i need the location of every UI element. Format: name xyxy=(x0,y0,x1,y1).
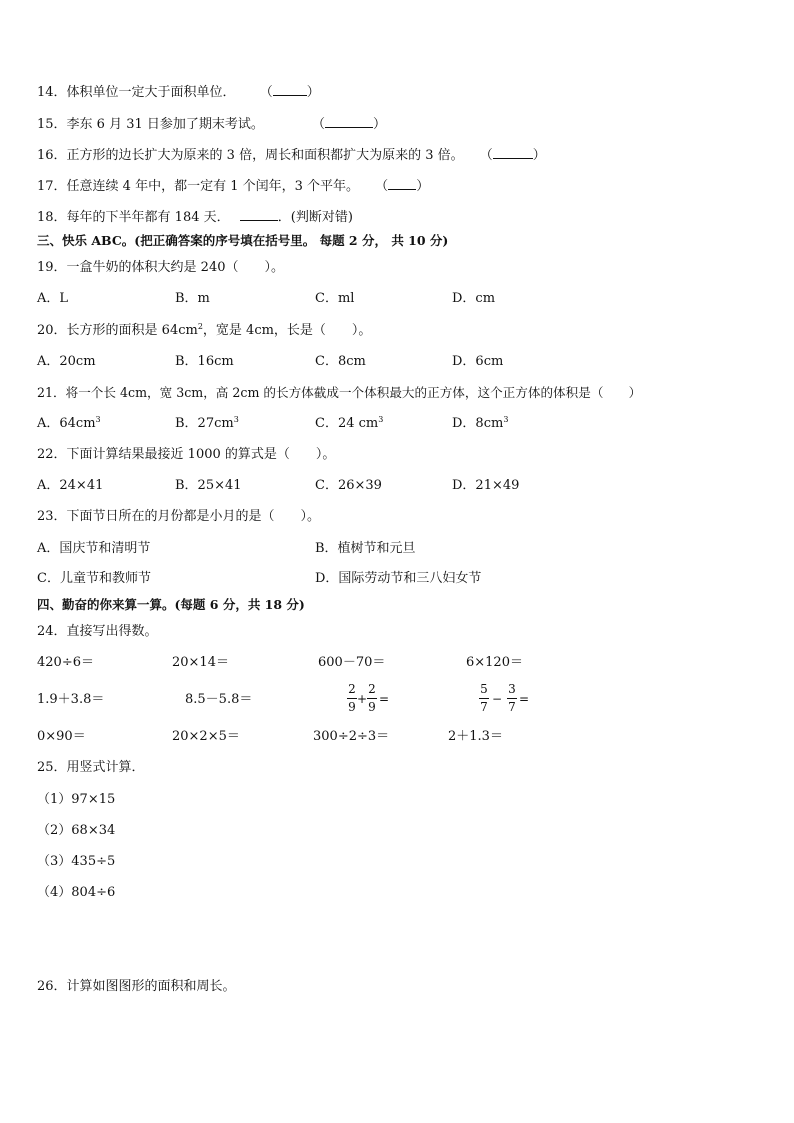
superscript: 2 xyxy=(197,322,203,331)
answer-bracket-close: ） xyxy=(416,179,430,194)
numerator: 5 xyxy=(480,682,488,696)
question-20-stem-post: ，宽是 4cm，长是（ ）。 xyxy=(202,323,372,338)
answer-bracket-close: ） xyxy=(373,117,387,132)
mental-calc-item: 1.9＋3.8＝ xyxy=(37,692,105,707)
question-25-stem: 25．用竖式计算． xyxy=(37,760,145,775)
question-19-stem: 19．一盒牛奶的体积大约是 240（ ）。 xyxy=(37,260,284,275)
fraction-expression-1 xyxy=(346,682,396,718)
superscript: 3 xyxy=(233,415,239,424)
option-text: C．24 cm xyxy=(315,416,379,431)
numerator: 3 xyxy=(508,682,516,696)
question-22-stem: 22．下面计算结果最接近 1000 的算式是（ ）。 xyxy=(37,447,336,462)
answer-blank[interactable] xyxy=(325,115,373,128)
fraction-bar xyxy=(479,698,489,699)
option-text: A．64cm xyxy=(37,416,96,431)
fraction-bar xyxy=(367,698,377,699)
vertical-calc-item: （1）97×15 xyxy=(37,792,116,807)
denominator: 9 xyxy=(348,700,356,714)
equals: = xyxy=(379,692,390,706)
vertical-calc-item: （2）68×34 xyxy=(37,823,116,838)
question-text: 每年的下半年都有 184 天． xyxy=(66,210,230,225)
question-number: 18． xyxy=(37,210,67,225)
fraction-bar xyxy=(347,698,357,699)
mental-calc-item: 420÷6＝ xyxy=(37,655,94,670)
answer-bracket-open: （ xyxy=(259,85,273,100)
answer-blank[interactable] xyxy=(273,83,307,96)
option-21-b[interactable] xyxy=(175,416,239,432)
option-19-a[interactable]: A．L xyxy=(37,291,69,306)
option-19-b[interactable]: B．m xyxy=(175,291,210,306)
mental-calc-item: 300÷2÷3＝ xyxy=(313,729,390,744)
question-21-stem: 21．将一个长 4cm，宽 3cm，高 2cm 的长方体截成一个体积最大的正方体，这个正方体的体积是（ ） xyxy=(37,385,642,400)
numerator: 2 xyxy=(348,682,356,696)
section-3-title: 三、快乐 ABC。(把正确答案的序号填在括号里。 每题 2 分， 共 10 分) xyxy=(37,233,449,248)
question-24-stem: 24．直接写出得数。 xyxy=(37,624,158,639)
option-22-b[interactable]: B．25×41 xyxy=(175,478,242,493)
superscript: 3 xyxy=(95,415,101,424)
question-14 xyxy=(37,83,320,101)
option-19-c[interactable]: C．ml xyxy=(315,291,355,306)
option-22-c[interactable]: C．26×39 xyxy=(315,478,382,493)
option-23-c[interactable]: C．儿童节和教师节 xyxy=(37,571,151,586)
option-22-a[interactable]: A．24×41 xyxy=(37,478,104,493)
question-text: 李东 6 月 31 日参加了期末考试。 xyxy=(66,117,264,132)
question-20-stem xyxy=(37,323,371,339)
question-15 xyxy=(37,115,386,133)
option-20-c[interactable]: C．8cm xyxy=(315,354,366,369)
option-23-b[interactable]: B．植树节和元旦 xyxy=(315,541,416,556)
question-18 xyxy=(37,208,353,226)
option-text: D．8cm xyxy=(452,416,504,431)
option-20-d[interactable]: D．6cm xyxy=(452,354,504,369)
fraction-expression-2 xyxy=(478,682,534,718)
superscript: 3 xyxy=(378,415,384,424)
denominator: 9 xyxy=(368,700,376,714)
question-text: 体积单位一定大于面积单位． xyxy=(66,85,236,100)
option-21-c[interactable] xyxy=(315,416,383,432)
question-17 xyxy=(37,177,429,195)
judge-tail: ．(判断对错) xyxy=(277,210,353,225)
option-19-d[interactable]: D．cm xyxy=(452,291,496,306)
question-20-stem-pre: 20．长方形的面积是 64cm xyxy=(37,323,198,338)
question-number: 14． xyxy=(37,85,67,100)
mental-calc-item: 600－70＝ xyxy=(318,655,386,670)
operator: − xyxy=(491,692,503,706)
denominator: 7 xyxy=(508,700,516,714)
question-text: 任意连续 4 年中，都一定有 1 个闰年，3 个平年。 xyxy=(66,179,360,194)
fraction-bar xyxy=(507,698,517,699)
denominator: 7 xyxy=(480,700,488,714)
mental-calc-item: 20×14＝ xyxy=(172,655,229,670)
answer-bracket-open: （ xyxy=(312,117,326,132)
option-20-a[interactable]: A．20cm xyxy=(37,354,96,369)
answer-bracket-close: ） xyxy=(532,148,546,163)
numerator: 2 xyxy=(368,682,376,696)
option-23-d[interactable]: D．国际劳动节和三八妇女节 xyxy=(315,571,482,586)
option-22-d[interactable]: D．21×49 xyxy=(452,478,520,493)
vertical-calc-item: （3）435÷5 xyxy=(37,854,116,869)
answer-bracket-open: （ xyxy=(479,148,493,163)
equals: = xyxy=(519,692,530,706)
operator: + xyxy=(357,692,368,706)
mental-calc-item: 20×2×5＝ xyxy=(172,729,240,744)
superscript: 3 xyxy=(503,415,509,424)
vertical-calc-item: （4）804÷6 xyxy=(37,885,116,900)
option-20-b[interactable]: B．16cm xyxy=(175,354,234,369)
option-21-a[interactable] xyxy=(37,416,101,432)
answer-blank[interactable] xyxy=(240,208,278,221)
answer-blank[interactable] xyxy=(388,177,416,190)
option-23-a[interactable]: A．国庆节和清明节 xyxy=(37,541,151,556)
question-number: 15． xyxy=(37,117,67,132)
option-text: B．27cm xyxy=(175,416,234,431)
question-26-stem: 26．计算如图图形的面积和周长。 xyxy=(37,979,236,994)
mental-calc-item: 8.5－5.8＝ xyxy=(185,692,253,707)
question-number: 16． xyxy=(37,148,67,163)
question-text: 正方形的边长扩大为原来的 3 倍，周长和面积都扩大为原来的 3 倍。 xyxy=(66,148,464,163)
question-16 xyxy=(37,146,546,164)
answer-bracket-open: （ xyxy=(375,179,389,194)
option-21-d[interactable] xyxy=(452,416,508,432)
question-23-stem: 23．下面节日所在的月份都是小月的是（ ）。 xyxy=(37,509,321,524)
answer-bracket-close: ） xyxy=(306,85,320,100)
question-number: 17． xyxy=(37,179,67,194)
mental-calc-item: 6×120＝ xyxy=(466,655,523,670)
mental-calc-item: 0×90＝ xyxy=(37,729,86,744)
mental-calc-item: 2＋1.3＝ xyxy=(448,729,503,744)
answer-blank[interactable] xyxy=(493,146,533,159)
section-4-title: 四、勤奋的你来算一算。(每题 6 分，共 18 分) xyxy=(37,597,305,612)
